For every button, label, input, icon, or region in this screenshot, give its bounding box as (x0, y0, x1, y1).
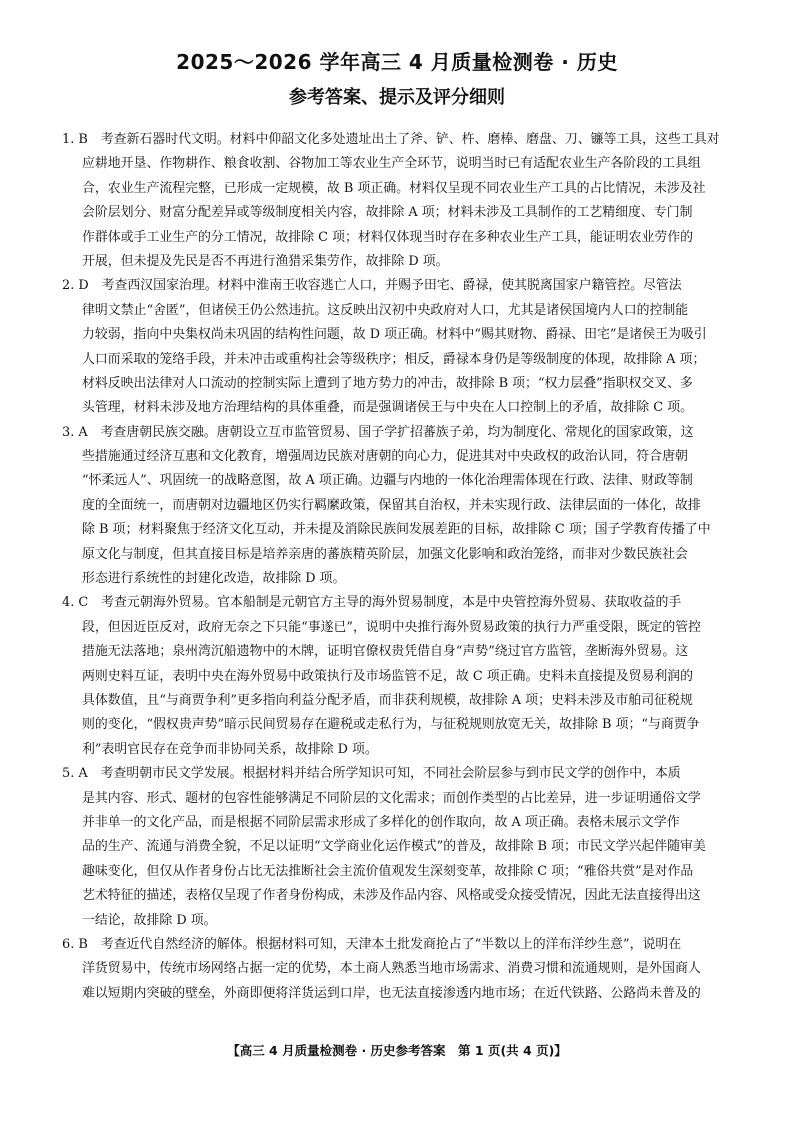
answer-line: 头管理，材料未涉及地方治理结构的具体重叠，而是强调诸侯王与中央在人口控制上的矛盾，故排除 C 项。 (82, 400, 694, 416)
page-title: 2025～2026 学年高三 4 月质量检测卷 · 历史 (176, 50, 618, 74)
answer-item-1 (62, 128, 738, 274)
answer-line: 4. C 考查元朝海外贸易。官本船制是元朝官方主导的海外贸易制度，本是中央管控海外贸易、获取收益的手 (62, 595, 682, 611)
answer-item-2 (62, 274, 738, 420)
answer-line: 原文化与制度，但其直接目标是培养亲唐的蕃族精英阶层，加强文化影响和政治笼络，而非对少数民族社会 (82, 546, 688, 562)
answer-item-6 (62, 933, 738, 1006)
answer-line: 措施无法落地；泉州湾沉船遗物中的木牌，证明官僚权贵凭借自身“声势”绕过官方监管，垄断海外贸易。这 (82, 644, 689, 660)
answer-line: 段，但因近臣反对，政府无奈之下只能“事遂已”，说明中央推行海外贸易政策的执行力严重受限，既定的管控 (82, 619, 702, 635)
answer-line: 材料反映出法律对人口流动的控制实际上遭到了地方势力的冲击，故排除 B 项；“权力层叠”指职权交叉、多 (82, 375, 693, 391)
answer-line: 并非单一的文化产品，而是根据不同阶层需求形成了多样化的创作取向，故 A 项正确。表格未展示文学作 (82, 814, 680, 830)
answer-line: 律明文禁止“舍匿”，但诸侯王仍公然违抗。这反映出汉初中央政府对人口，尤其是诸侯国境内人口的控制能 (82, 302, 689, 318)
answer-line: 品的生产、流通与消费全貌，不足以证明“文学商业化运作模式”的普及，故排除 B 项；市民文学兴起伴随审美 (82, 839, 706, 855)
answer-line: 3. A 考查唐朝民族交融。唐朝设立互市监管贸易、国子学扩招蕃族子弟，均为制度化、常规化的国家政策，这 (62, 424, 694, 440)
answer-line: 5. A 考查明朝市民文学发展。根据材料并结合所学知识可知，不同社会阶层参与到市民文学的创作中，本质 (62, 766, 681, 782)
answer-line: 是其内容、形式、题材的包容性能够满足不同阶层的文化需求；而创作类型的占比差异，进一步证明通俗文学 (82, 790, 701, 806)
answer-line: 趣味变化，但仅从作者身份占比无法推断社会主流价值观发生深刻变革，故排除 C 项；“雅俗共赏”是对作品 (82, 863, 694, 879)
page-footer: 【高三 4 月质量检测卷 · 历史参考答案 第 1 页(共 4 页)】 (227, 1043, 567, 1058)
answer-line: 6. B 考查近代自然经济的解体。根据材料可知，天津本土批发商抢占了“半数以上的洋布洋纱生意”，说明在 (62, 936, 682, 952)
answer-line: 度的全面统一，而唐朝对边疆地区仍实行羁縻政策，保留其自治权，并未实现行政、法律层面的一体化，故排 (82, 497, 701, 513)
answer-line: “怀柔远人”、巩固统一的战略意图，故 A 项正确。边疆与内地的一体化治理需体现在行政、法律、财政等制 (82, 473, 693, 489)
answer-item-3 (62, 421, 738, 592)
answer-item-5 (62, 762, 738, 933)
answer-line: 作群体或手工业生产的分工情况，故排除 C 项；材料仅体现当时存在多种农业生产工具，能证明农业劳作的 (82, 229, 694, 245)
page-subtitle: 参考答案、提示及评分细则 (289, 87, 505, 108)
answer-line: 开展，但未提及先民是否不再进行渔猎采集劳作，故排除 D 项。 (82, 253, 449, 269)
answer-line: 合，农业生产流程完整，已形成一定规模，故 B 项正确。材料仅呈现不同农业生产工具的占比情况，未涉及社 (82, 180, 706, 196)
answer-item-4 (62, 591, 738, 762)
answer-line: 形态进行系统性的封建化改造，故排除 D 项。 (82, 571, 346, 587)
answer-line: 利”表明官民存在竞争而非协同关系，故排除 D 项。 (82, 741, 378, 757)
answer-line: 艺术特征的描述，表格仅呈现了作者身份构成，未涉及作品内容、风格或受众接受情况，因此无法直接得出这 (82, 888, 701, 904)
answer-line: 两则史料互证，表明中央在海外贸易中政策执行及市场监管不足，故 C 项正确。史料未直接提及贸易利润的 (82, 668, 694, 684)
answer-line: 洋货贸易中，传统市场网络占据一定的优势，本土商人熟悉当地市场需求、消费习惯和流通规则，是外国商人 (82, 961, 701, 977)
answer-line: 人口而采取的笼络手段，并未冲击或重构社会等级秩序；相反，爵禄本身仍是等级制度的体现，故排除 A 项； (82, 351, 706, 367)
answer-line: 些措施通过经济互惠和文化教育，增强周边民族对唐朝的向心力，促进其对中央政权的政治认同，符合唐朝 (82, 449, 688, 465)
answer-line: 难以短期内突破的壁垒，外商即便将洋货运到口岸，也无法直接渗透内地市场；在近代铁路、公路尚未普及的 (82, 985, 701, 1001)
answer-line: 2. D 考查西汉国家治理。材料中淮南王收容逃亡人口，并赐予田宅、爵禄，使其脱离国家户籍管控。尽管法 (62, 278, 682, 294)
answer-line: 具体数值，且“与商贾争利”更多指向利益分配矛盾，而非获利规模，故排除 A 项；史料未涉及市舶司征税规 (82, 692, 693, 708)
answer-line: 会阶层划分、财富分配差异或等级制度相关内容，故排除 A 项；材料未涉及工具制作的工艺精细度、专门制 (82, 205, 693, 221)
answer-line: 一结论，故排除 D 项。 (82, 912, 217, 928)
answer-line: 除 B 项；材料聚焦于经济文化互动，并未提及消除民族间发展差距的目标，故排除 C 项；国子学教育传播了中 (82, 522, 711, 538)
answer-line: 则的变化，“假权贵声势”暗示民间贸易存在避税或走私行为，与征税规则放宽无关，故排除 B 项；“与商贾争 (82, 717, 700, 733)
answer-line: 1. B 考查新石器时代文明。材料中仰韶文化多处遗址出土了斧、铲、杵、磨棒、磨盘、刀、镰等工具，这些工具对 (62, 132, 720, 147)
answer-list (62, 128, 738, 1006)
answer-line: 力较弱，指向中央集权尚未巩固的结构性问题，故 D 项正确。材料中“赐其财物、爵禄、田宅”是诸侯王为吸引 (82, 327, 707, 343)
answer-line: 应耕地开垦、作物耕作、粮食收割、谷物加工等农业生产全环节，说明当时已有适配农业生产各阶段的工具组 (82, 156, 701, 172)
